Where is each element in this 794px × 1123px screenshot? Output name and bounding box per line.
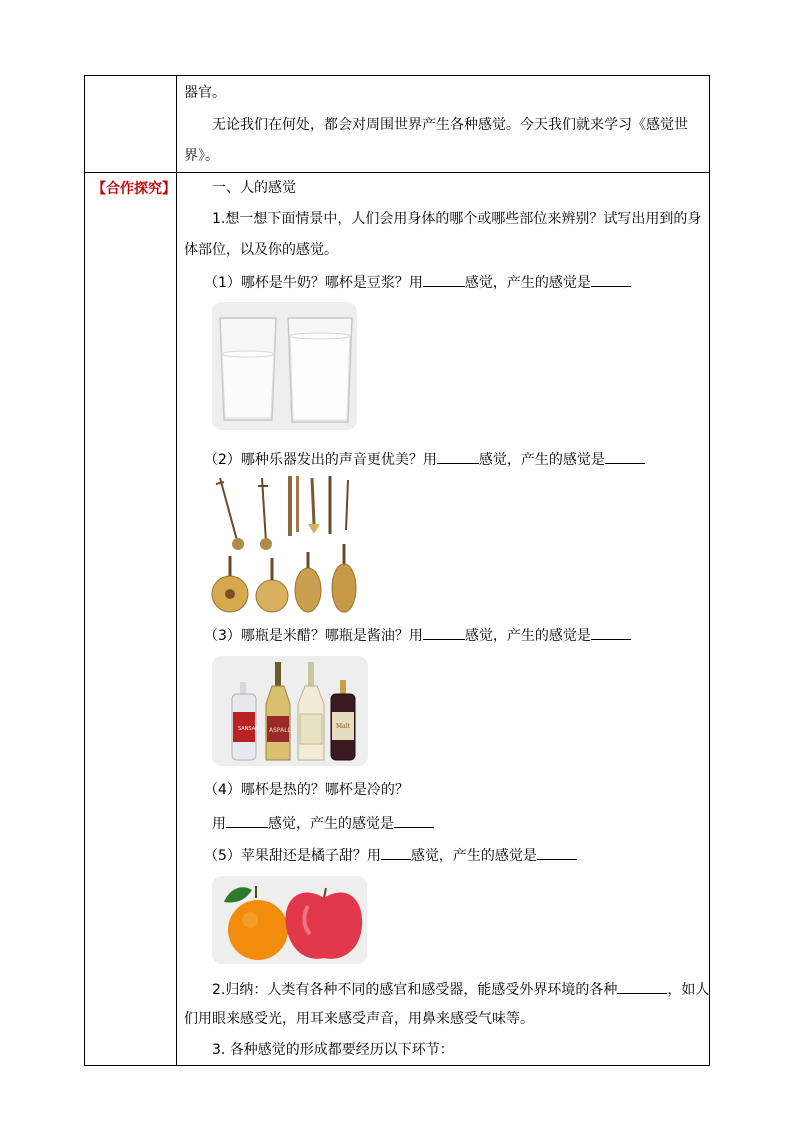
bottles-image xyxy=(212,656,368,766)
question-item-2: （2）哪种乐器发出的声音更优美？用 感觉，产生的感觉是 xyxy=(204,448,645,470)
instruments-image xyxy=(210,474,360,618)
section-label: 【合作探究】 xyxy=(92,181,176,197)
summary-line: 2.归纳：人类有各种不同的感官和感受器，能感受外界环境的各种 ，如人 xyxy=(212,978,709,1000)
question-item-3: （3）哪瓶是米醋？哪瓶是酱油？用 感觉，产生的感觉是 xyxy=(204,624,631,646)
text-line: 器官。 xyxy=(184,85,226,101)
section-title: 一、人的感觉 xyxy=(212,180,296,196)
milk-glasses-image xyxy=(212,302,357,430)
question-item-4: （4）哪杯是热的？哪杯是冷的？ xyxy=(204,782,409,798)
text-line: 体部位，以及你的感觉。 xyxy=(184,242,338,258)
question-item-5: （5）苹果甜还是橘子甜？用 感觉，产生的感觉是 xyxy=(204,844,577,866)
text-line: 界》。 xyxy=(184,148,219,164)
text-line: 1.想一想下面情景中，人们会用身体的哪个或哪些部位来辨别？试写出用到的身 xyxy=(212,211,702,227)
row-divider xyxy=(85,172,709,173)
question-item-1: （1）哪杯是牛奶？哪杯是豆浆？用 感觉，产生的感觉是 xyxy=(204,271,631,293)
fruit-image xyxy=(212,876,367,964)
bottle-label: ASPALL xyxy=(269,727,291,734)
bottle-label: Malt xyxy=(336,723,351,730)
text-line: 3. 各种感觉的形成都要经历以下环节： xyxy=(212,1042,454,1058)
text-line: 们用眼来感受光，用耳来感受声音，用鼻来感受气味等。 xyxy=(184,1011,534,1027)
bottle-label: SANSAN xyxy=(238,726,259,732)
question-item-4-answer: 用 感觉，产生的感觉是 xyxy=(212,812,434,834)
text-line: 无论我们在何处，都会对周围世界产生各种感觉。今天我们就来学习《感觉世 xyxy=(212,117,688,133)
column-divider xyxy=(176,76,177,1065)
